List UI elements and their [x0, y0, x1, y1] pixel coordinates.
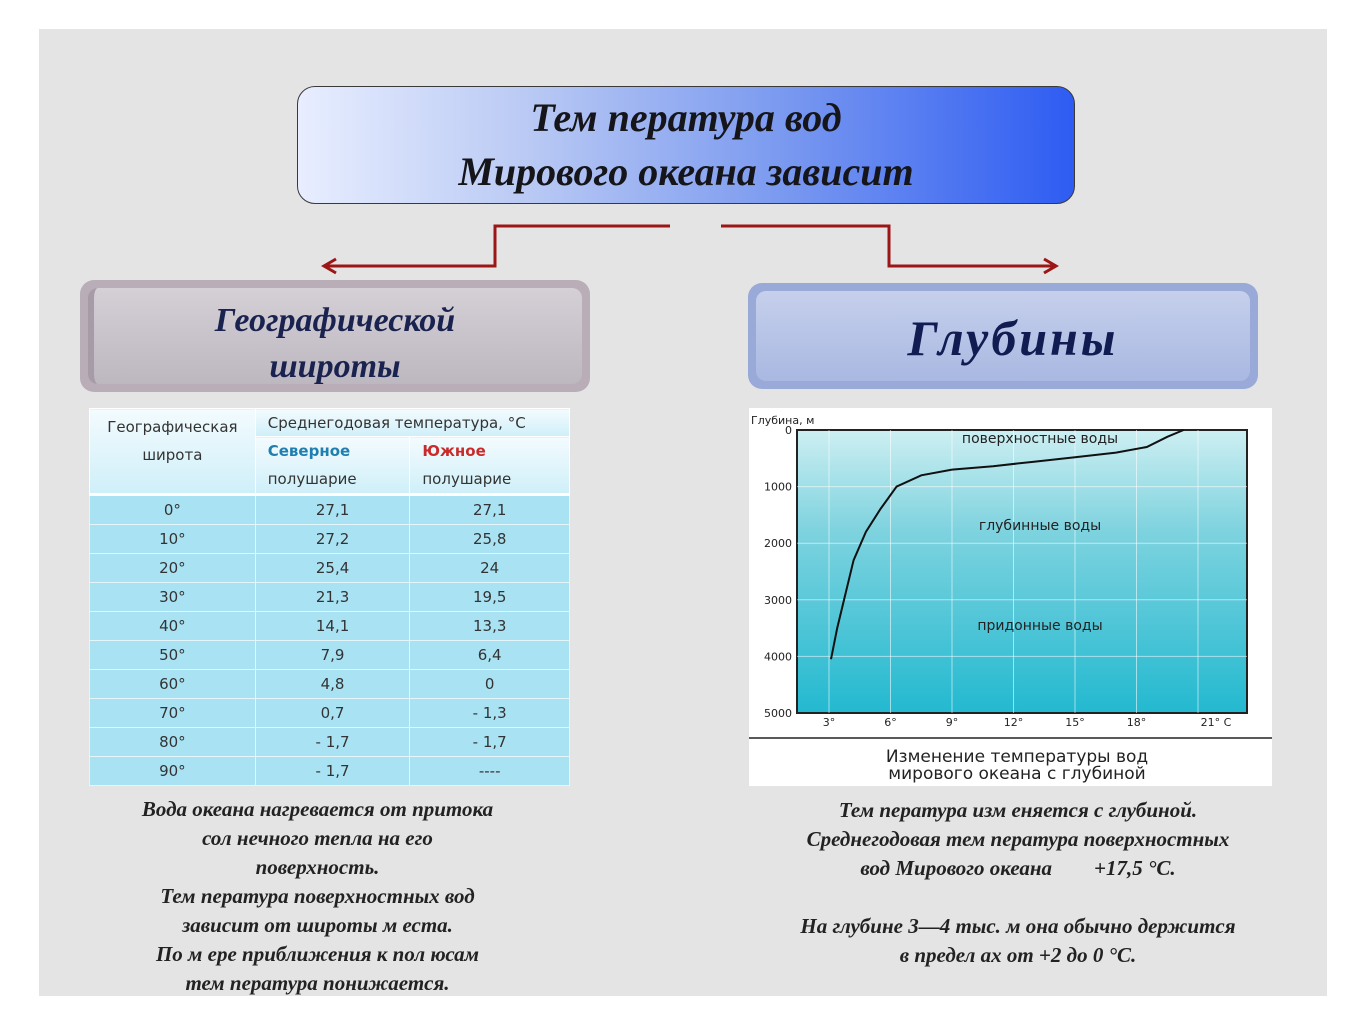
y-tick-label: 2000 [764, 537, 792, 551]
header-north [255, 437, 410, 495]
depth-temperature-chart [749, 408, 1272, 786]
x-tick-label: 18° [1126, 716, 1147, 729]
y-tick-label: 0 [785, 424, 792, 437]
cell-latitude: 30° [90, 583, 256, 612]
header-latitude-line-2: широта [142, 446, 203, 464]
table-row [90, 670, 570, 699]
depth-caption-line-4: На глубине 3—4 тыс. м она обычно держится [800, 914, 1236, 938]
latitude-label-line-1: Географической [214, 302, 456, 339]
depth-label-box [748, 283, 1258, 389]
cell-south: 13,3 [410, 612, 570, 641]
latitude-caption-line-2: сол нечного тепла на его [202, 826, 433, 850]
cell-north: 25,4 [255, 554, 410, 583]
latitude-label-line-2: широты [269, 348, 401, 385]
cell-south: - 1,7 [410, 728, 570, 757]
layer-label-deep: глубинные воды [978, 518, 1102, 534]
cell-north: 27,1 [255, 495, 410, 525]
cell-south: 6,4 [410, 641, 570, 670]
x-tick-label: 12° [1003, 716, 1024, 729]
cell-north: 4,8 [255, 670, 410, 699]
cell-north: 7,9 [255, 641, 410, 670]
depth-caption-line-1: Тем пература изм еняется с глубиной. [838, 798, 1198, 822]
header-south [410, 437, 570, 495]
title-line-2: Мирового океана зависит [458, 149, 914, 194]
latitude-caption-line-5: зависит от широты м еста. [182, 913, 453, 937]
header-latitude-line-1: Географическая [107, 418, 238, 436]
header-north-label: Северное [267, 442, 351, 460]
cell-latitude: 50° [90, 641, 256, 670]
chart-caption-line-1: Изменение температуры вод [885, 747, 1149, 767]
depth-caption-line-5: в предел ах от +2 до 0 °С. [899, 943, 1137, 967]
cell-latitude: 70° [90, 699, 256, 728]
cell-north: - 1,7 [255, 757, 410, 786]
y-tick-label: 4000 [764, 650, 792, 664]
latitude-label-box [80, 280, 590, 392]
cell-south: 19,5 [410, 583, 570, 612]
x-tick-label: 6° [884, 716, 897, 729]
latitude-caption-line-6: По м ере приближения к пол юсам [155, 942, 480, 966]
chart-caption-line-2: мирового океана с глубиной [888, 764, 1146, 784]
cell-south: - 1,3 [410, 699, 570, 728]
latitude-caption-line-3: поверхность. [255, 855, 380, 879]
cell-latitude: 0° [90, 495, 256, 525]
y-axis-label: Глубина, м [751, 414, 815, 427]
cell-north: 21,3 [255, 583, 410, 612]
depth-caption [748, 796, 1288, 970]
latitude-temperature-table [89, 408, 570, 786]
table-row [90, 612, 570, 641]
cell-south: 27,1 [410, 495, 570, 525]
table-row [90, 699, 570, 728]
cell-latitude: 20° [90, 554, 256, 583]
latitude-caption-line-1: Вода океана нагревается от притока [141, 797, 494, 821]
table-row [90, 728, 570, 757]
y-tick-label: 1000 [764, 480, 792, 494]
cell-north: 14,1 [255, 612, 410, 641]
chart-caption [886, 747, 1148, 784]
latitude-caption-line-4: Тем пература поверхностных вод [160, 884, 475, 908]
cell-latitude: 60° [90, 670, 256, 699]
latitude-caption-line-7: тем пература понижается. [185, 971, 450, 995]
header-south-hemisphere: полушарие [422, 470, 512, 488]
cell-north: 0,7 [255, 699, 410, 728]
header-latitude [90, 409, 256, 495]
cell-north: - 1,7 [255, 728, 410, 757]
cell-latitude: 40° [90, 612, 256, 641]
cell-south: 25,8 [410, 525, 570, 554]
layer-label-bottom: придонные воды [977, 618, 1103, 634]
title-line-1: Тем пература вод [530, 95, 842, 140]
table-row [90, 525, 570, 554]
table-row [90, 554, 570, 583]
cell-latitude: 10° [90, 525, 256, 554]
cell-latitude: 80° [90, 728, 256, 757]
depth-caption-line-2: Среднегодовая тем пература поверхностных [806, 827, 1230, 851]
cell-south: 0 [410, 670, 570, 699]
title-box [297, 86, 1075, 204]
cell-south: ---- [410, 757, 570, 786]
header-north-hemisphere: полушарие [267, 470, 357, 488]
layer-label-surface: поверхностные воды [961, 431, 1119, 447]
depth-label: Глубины [907, 310, 1119, 366]
table-row [90, 757, 570, 786]
cell-south: 24 [410, 554, 570, 583]
cell-latitude: 90° [90, 757, 256, 786]
y-tick-label: 3000 [764, 593, 792, 607]
y-tick-label: 5000 [764, 707, 792, 720]
x-tick-label: 9° [945, 716, 959, 729]
header-temperature: Среднегодовая температура, °С [255, 409, 569, 437]
plot-area [797, 430, 1247, 713]
table-row [90, 495, 570, 525]
table-row [90, 583, 570, 612]
latitude-caption [85, 795, 550, 998]
x-tick-label: 21° С [1200, 716, 1232, 729]
depth-caption-line-3: вод Мирового океана +17,5 °С. [860, 856, 1176, 880]
x-tick-label: 3° [822, 716, 836, 729]
cell-north: 27,2 [255, 525, 410, 554]
header-south-label: Южное [422, 442, 486, 460]
x-tick-label: 15° [1065, 716, 1085, 729]
table-row [90, 641, 570, 670]
